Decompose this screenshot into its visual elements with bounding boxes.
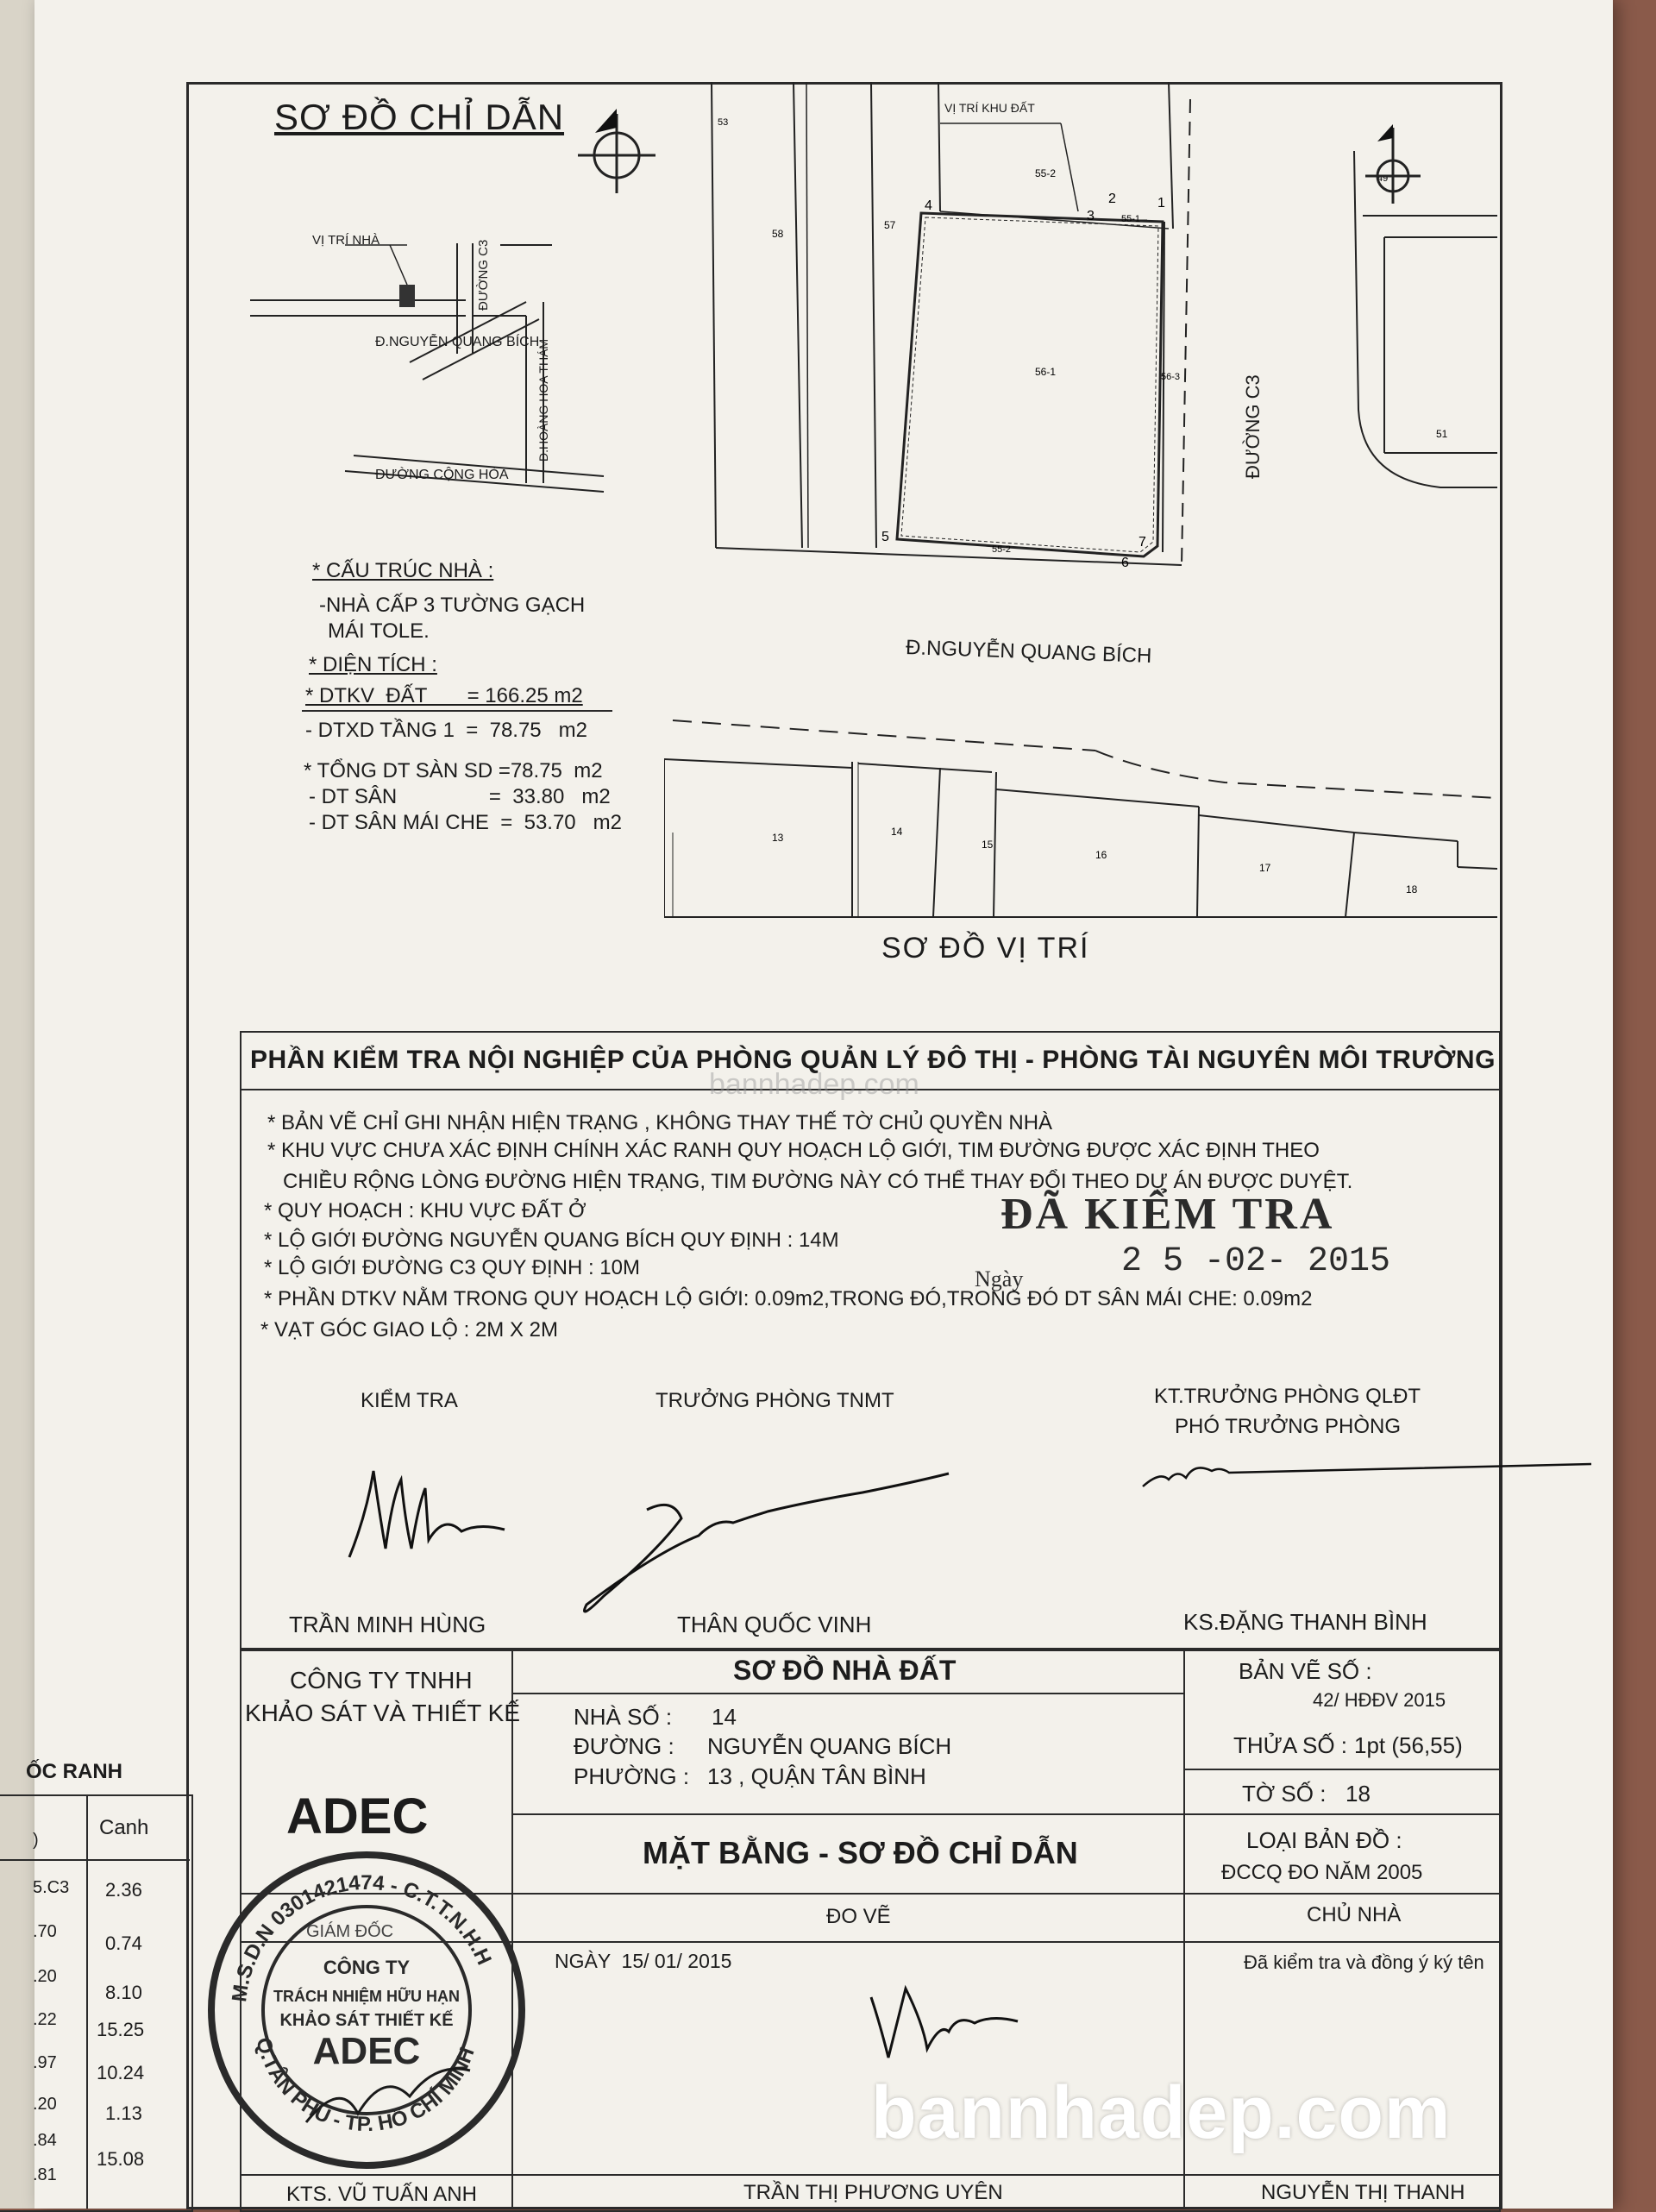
note-6: * LỘ GIỚI ĐƯỜNG C3 QUY ĐỊNH : 10M xyxy=(264,1256,640,1279)
note-8: * VẠT GÓC GIAO LỘ : 2M X 2M xyxy=(260,1318,558,1342)
side-value-5: 1.13 xyxy=(105,2102,142,2124)
land-location-label: VỊ TRÍ KHU ĐẤT xyxy=(944,101,1035,115)
seal-ring-text: M.S.D.N 0301421474 - C.T.T.N.H.H xyxy=(228,1870,496,2004)
survey-date: NGÀY 15/ 01/ 2015 xyxy=(555,1950,732,1972)
mini-road-hht: Đ.HOÀNG HOA THÁM xyxy=(536,338,550,462)
duong-label: ĐƯỜNG : xyxy=(574,1733,674,1759)
side-frag-8: .81 xyxy=(33,2165,57,2184)
svg-text:57: 57 xyxy=(884,219,896,231)
side-value-0: 2.36 xyxy=(105,1879,142,1901)
note-5: * LỘ GIỚI ĐƯỜNG NGUYỄN QUANG BÍCH QUY ĐỊNH : 14M xyxy=(264,1229,839,1252)
phuong-label: PHƯỜNG : xyxy=(574,1763,690,1789)
note-4: * QUY HOẠCH : KHU VỰC ĐẤT Ở xyxy=(264,1199,586,1222)
company-line1: CÔNG TY TNHH xyxy=(290,1667,473,1694)
side-frag-1: 5.C3 xyxy=(33,1878,70,1897)
svg-text:56-1: 56-1 xyxy=(1035,366,1057,378)
owner-name: NGUYỄN THỊ THANH xyxy=(1261,2181,1465,2204)
sig1-title: KIỂM TRA xyxy=(361,1389,458,1412)
duong-value: NGUYỄN QUANG BÍCH xyxy=(707,1733,952,1759)
side-frag-3: .20 xyxy=(33,1967,57,1986)
page-title: SƠ ĐỒ CHỈ DẪN xyxy=(274,97,565,137)
thua-so-value: 1pt (56,55) xyxy=(1354,1732,1463,1758)
mini-road-nqb: Đ.NGUYỄN QUANG BÍCH xyxy=(375,335,540,349)
side-table-heading: ỐC RANH xyxy=(26,1760,122,1783)
stamp-date: 2 5 -02- 2015 xyxy=(1121,1242,1391,1281)
to-so-label: TỜ SỐ : xyxy=(1242,1781,1327,1807)
mini-road-c3: ĐƯỜNG C3 xyxy=(476,239,491,311)
structure-line2: MÁI TOLE. xyxy=(328,619,430,643)
sig1-name: TRẦN MINH HÙNG xyxy=(289,1612,486,1637)
row-doc-title xyxy=(511,1693,1185,1694)
signature-2 xyxy=(552,1458,966,1631)
side-value-2: 8.10 xyxy=(105,1982,142,2003)
site-plan-drawing xyxy=(664,82,1497,927)
company-line2: KHẢO SÁT VÀ THIẾT KẾ xyxy=(245,1700,520,1726)
document-sheet xyxy=(26,0,1613,2209)
area-tong: * TỔNG DT SÀN SD =78.75 m2 xyxy=(304,759,603,782)
area-dt-san: - DT SÂN = 33.80 m2 xyxy=(309,785,611,808)
stamp-date-label: Ngày xyxy=(975,1266,1024,1291)
faint-watermark: bannhadep.com xyxy=(709,1068,919,1101)
svg-text:51: 51 xyxy=(1436,428,1448,440)
site-road-c3: ĐƯỜNG C3 xyxy=(1242,374,1264,479)
side-frag-0: ) xyxy=(33,1831,39,1850)
plan-title: MẶT BẰNG - SƠ ĐỒ CHỈ DẪN xyxy=(643,1835,1078,1870)
svg-text:55-2: 55-2 xyxy=(1035,167,1057,179)
director-label: GIÁM ĐỐC xyxy=(306,1922,394,1941)
to-so-value: 18 xyxy=(1346,1781,1371,1807)
svg-text:14: 14 xyxy=(891,826,903,838)
do-ve-label: ĐO VẼ xyxy=(826,1905,891,1928)
svg-text:4: 4 xyxy=(925,198,932,213)
svg-text:56-3: 56-3 xyxy=(1161,372,1181,382)
thua-so-label: THỬA SỐ : xyxy=(1233,1732,1348,1758)
phuong-value: 13 , QUẬN TÂN BÌNH xyxy=(707,1763,926,1789)
inspection-title: PHẦN KIỂM TRA NỘI NGHIỆP CỦA PHÒNG QUẢN LÝ ĐÔ THỊ - PHÒNG TÀI NGUYÊN MÔI TRƯỜNG xyxy=(250,1046,1496,1074)
sig3-name: KS.ĐẶNG THANH BÌNH xyxy=(1183,1609,1427,1635)
structure-line1: -NHÀ CẤP 3 TƯỜNG GẠCH xyxy=(319,594,586,617)
svg-text:6: 6 xyxy=(1121,556,1129,570)
sig3-title1: KT.TRƯỞNG PHÒNG QLĐT xyxy=(1154,1385,1421,1408)
side-frag-6: .20 xyxy=(33,2095,57,2114)
doc-title: SƠ ĐỒ NHÀ ĐẤT xyxy=(733,1655,957,1686)
nha-so-label: NHÀ SỐ : xyxy=(574,1704,673,1730)
svg-text:53: 53 xyxy=(718,117,729,128)
svg-text:2: 2 xyxy=(1108,192,1116,206)
svg-text:7: 7 xyxy=(1138,535,1146,550)
mini-road-ch: ĐƯỜNG CỘNG HÒA xyxy=(375,468,509,482)
note-1: * BẢN VẼ CHỈ GHI NHẬN HIỆN TRẠNG , KHÔNG THAY THẾ TỜ CHỦ QUYỀN NHÀ xyxy=(267,1111,1053,1134)
svg-text:15: 15 xyxy=(982,839,994,851)
site-road-main: Đ.NGUYỄN QUANG BÍCH xyxy=(905,636,1152,668)
surveyor-name: TRẦN THỊ PHƯƠNG UYÊN xyxy=(743,2181,1003,2204)
mini-house-label: VỊ TRÍ NHÀ xyxy=(312,233,380,248)
site-watermark: bannhadep.com xyxy=(871,2071,1452,2154)
ban-ve-label: BẢN VẼ SỐ : xyxy=(1239,1658,1372,1684)
nha-so-value: 14 xyxy=(712,1704,737,1730)
sig3-title2: PHÓ TRƯỞNG PHÒNG xyxy=(1175,1415,1401,1438)
seal-inner-4: ADEC xyxy=(312,2030,421,2072)
side-value-4: 10.24 xyxy=(97,2062,145,2083)
site-north-arrow-icon xyxy=(1358,119,1427,205)
owner-agreement: Đã kiểm tra và đồng ý ký tên xyxy=(1244,1951,1484,1973)
kts-name: KTS. VŨ TUẤN ANH xyxy=(286,2183,477,2206)
side-table-divider xyxy=(86,1794,88,2209)
svg-text:16: 16 xyxy=(1095,849,1107,861)
side-value-3: 15.25 xyxy=(97,2019,145,2040)
note-7: * PHẦN DTKV NẰM TRONG QUY HOẠCH LỘ GIỚI: 0.09m2,TRONG ĐÓ,TRONG ĐÓ DT SÂN MÁI CHE: 0.09m2 xyxy=(264,1287,1313,1310)
signature-3 xyxy=(1126,1445,1609,1505)
company-brand: ADEC xyxy=(286,1788,429,1844)
north-arrow-icon xyxy=(569,102,664,197)
side-frag-5: .97 xyxy=(33,2053,57,2072)
side-value-6: 15.08 xyxy=(97,2148,145,2170)
side-frag-2: .70 xyxy=(33,1922,57,1941)
company-seal xyxy=(194,1838,539,2183)
area-divider xyxy=(302,710,612,712)
svg-text:55-1: 55-1 xyxy=(1121,214,1141,224)
area-heading: * DIỆN TÍCH : xyxy=(309,653,437,676)
row-to-so xyxy=(1183,1769,1499,1770)
side-table-col-header: Canh xyxy=(99,1816,149,1839)
sig2-title: TRƯỞNG PHÒNG TNMT xyxy=(656,1389,894,1412)
svg-text:5: 5 xyxy=(881,530,889,544)
loai-ban-do-label: LOẠI BẢN ĐỒ : xyxy=(1246,1827,1402,1853)
svg-text:17: 17 xyxy=(1259,862,1271,874)
svg-text:18: 18 xyxy=(1406,883,1418,895)
structure-heading: * CẤU TRÚC NHÀ : xyxy=(312,559,494,582)
signature-1 xyxy=(341,1454,513,1574)
seal-inner-1: CÔNG TY xyxy=(323,1957,411,1978)
site-plan-title: SƠ ĐỒ VỊ TRÍ xyxy=(881,932,1090,965)
sig2-name: THÂN QUỐC VINH xyxy=(677,1612,872,1637)
svg-text:13: 13 xyxy=(772,832,784,844)
side-frag-7: .84 xyxy=(33,2131,57,2150)
side-value-1: 0.74 xyxy=(105,1932,142,1954)
surveyor-signature xyxy=(862,1971,1052,2075)
chu-nha-label: CHỦ NHÀ xyxy=(1307,1903,1402,1926)
note-2: * KHU VỰC CHƯA XÁC ĐỊNH CHÍNH XÁC RANH QUY HOẠCH LỘ GIỚI, TIM ĐƯỜNG ĐƯỢC XÁC ĐỊNH THEO xyxy=(267,1139,1320,1162)
svg-text:1: 1 xyxy=(1157,196,1165,211)
svg-text:49: 49 xyxy=(1377,173,1389,184)
svg-text:3: 3 xyxy=(1087,209,1095,223)
checked-stamp: ĐÃ KIỂM TRA xyxy=(1000,1190,1335,1239)
area-dt-mai: - DT SÂN MÁI CHE = 53.70 m2 xyxy=(309,811,622,834)
ban-ve-value: 42/ HĐĐV 2015 xyxy=(1313,1689,1446,1711)
svg-text:55-2: 55-2 xyxy=(992,544,1012,555)
seal-inner-3: KHẢO SÁT THIẾT KẾ xyxy=(279,2011,454,2030)
side-frag-4: .22 xyxy=(33,2010,57,2029)
svg-text:58: 58 xyxy=(772,228,784,240)
area-dtxd: - DTXD TẦNG 1 = 78.75 m2 xyxy=(305,719,587,742)
seal-inner-2: TRÁCH NHIỆM HỮU HẠN xyxy=(273,1988,460,2005)
note-3: CHIỀU RỘNG LÒNG ĐƯỜNG HIỆN TRẠNG, TIM ĐƯỜNG NÀY CÓ THỂ THAY ĐỔI THEO DỰ ÁN ĐƯỢC DUYỆT. xyxy=(283,1170,1353,1193)
row-plan-title xyxy=(511,1813,1499,1815)
seal-bottom-text: Q.TÂN PHÚ - TP. HỒ CHÍ MINH xyxy=(251,2035,480,2137)
side-table-header-rule xyxy=(0,1859,190,1861)
area-dtkv: * DTKV ĐẤT = 166.25 m2 xyxy=(305,684,583,707)
loai-ban-do-value: ĐCCQ ĐO NĂM 2005 xyxy=(1221,1861,1423,1884)
